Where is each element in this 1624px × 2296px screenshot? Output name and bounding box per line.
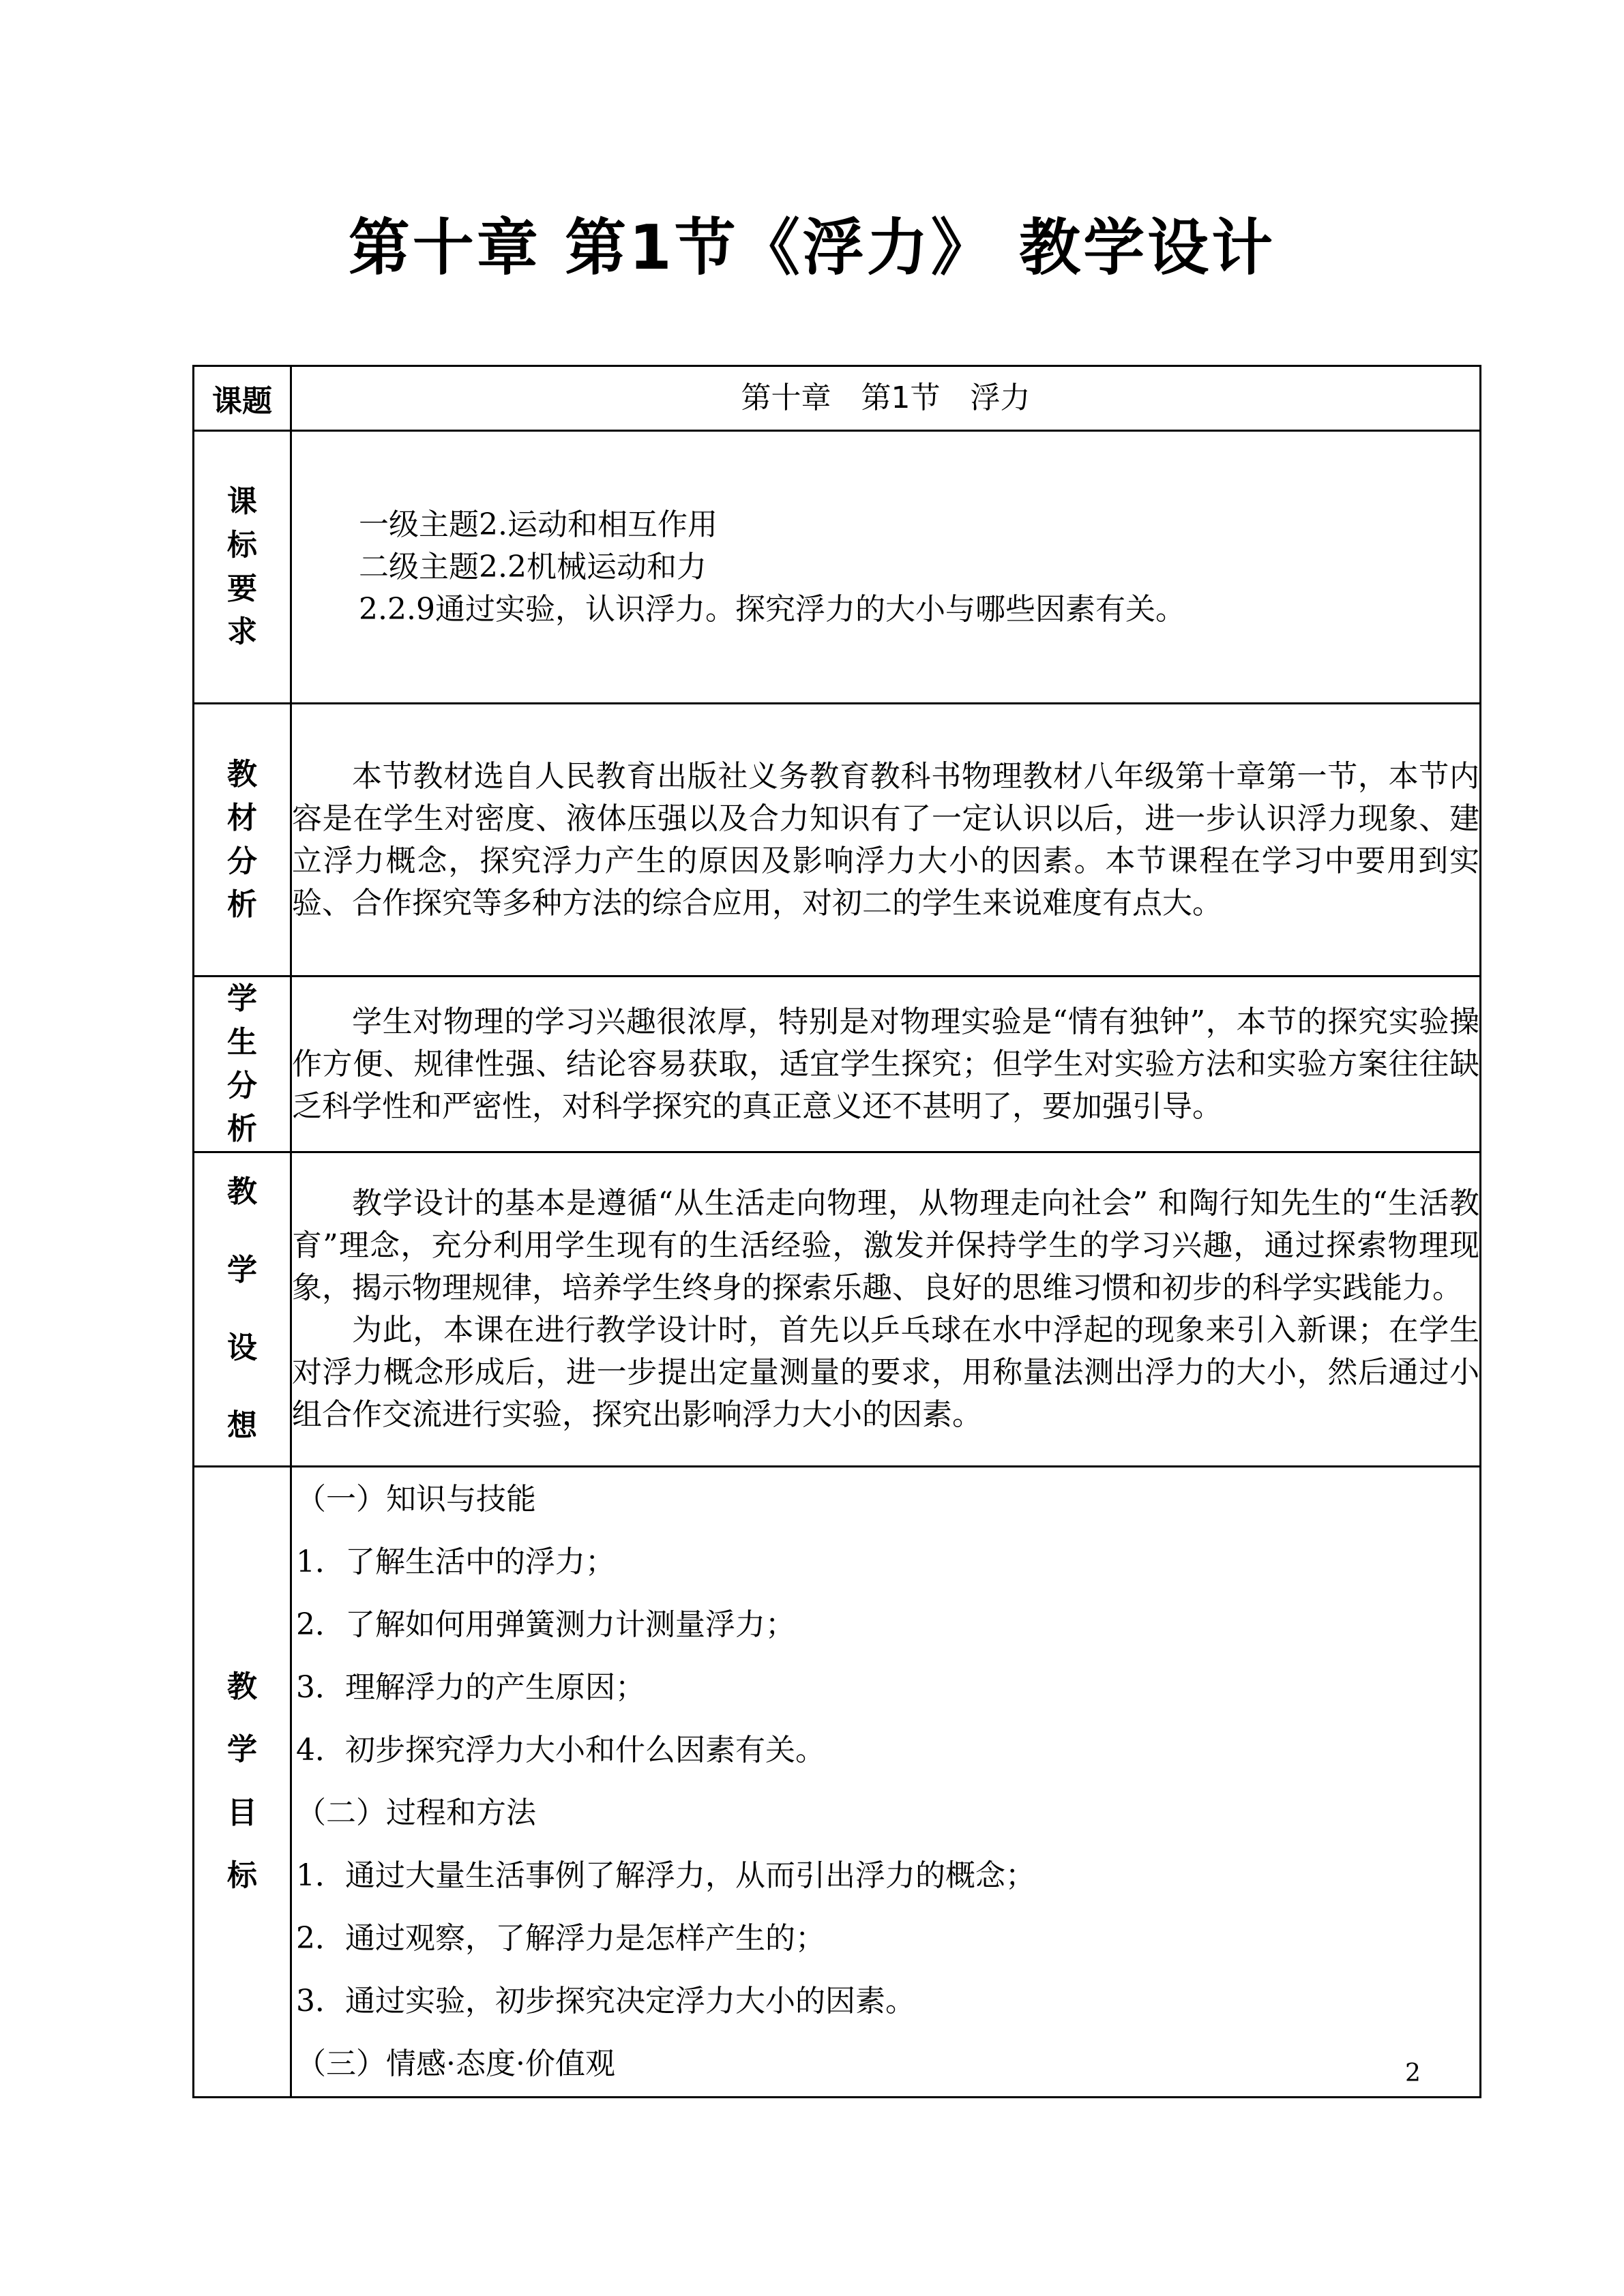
- design-idea-paragraph: 为此，本课在进行教学设计时，首先以乒乓球在水中浮起的现象来引入新课；在学生对浮力概念形成后，进一步提出定量测量的要求，用称量法测出浮力的大小，然后通过小组合作交流进行实验，探究出影响浮力大小的因素。: [292, 1312, 1479, 1432]
- standards-line: 二级主题2.2机械运动和力: [359, 549, 707, 584]
- topic-value: 第十章 第1节 浮力: [291, 366, 1481, 431]
- material-analysis-row: [194, 704, 1481, 976]
- goal-item: 2．了解如何用弹簧测力计测量浮力；: [296, 1607, 795, 1642]
- standards-line: 2.2.9通过实验，认识浮力。探究浮力的大小与哪些因素有关。: [359, 591, 1185, 627]
- design-idea-content: [291, 1152, 1481, 1467]
- lesson-plan-table: [192, 365, 1481, 2098]
- goal-item: 2．通过观察，了解浮力是怎样产生的；: [296, 1920, 825, 1956]
- design-idea-row: [194, 1152, 1481, 1467]
- design-idea-paragraph: 教学设计的基本是遵循“从生活走向物理，从物理走向社会” 和陶行知先生的“生活教育”理念，充分利用学生现有的生活经验，激发并保持学生的学习兴趣，通过探索物理现象，揭示物理规律，培养学生终身的探索乐趣、良好的思维习惯和初步的科学实践能力。: [292, 1185, 1479, 1305]
- student-analysis-row: [194, 976, 1481, 1152]
- design-idea-label: 教 学 设 想: [194, 1152, 291, 1467]
- goal-item: 4．初步探究浮力大小和什么因素有关。: [296, 1732, 825, 1768]
- goal-item: 1．了解生活中的浮力；: [296, 1544, 615, 1579]
- goal-item: 1．通过大量生活事例了解浮力，从而引出浮力的概念；: [296, 1858, 1035, 1893]
- student-analysis-label: 学 生 分 析: [194, 976, 291, 1152]
- student-analysis-content: [291, 976, 1481, 1152]
- teaching-goals-label: 教 学 目 标: [194, 1466, 291, 2097]
- teaching-goals-row: [194, 1466, 1481, 2097]
- material-analysis-content: [291, 704, 1481, 976]
- standards-row: [194, 431, 1481, 704]
- material-analysis-text: 本节教材选自人民教育出版社义务教育教科书物理教材八年级第十章第一节，本节内容是在学生对密度、液体压强以及合力知识有了一定认识以后，进一步认识浮力现象、建立浮力概念，探究浮力产生的原因及影响浮力大小的因素。本节课程在学习中要用到实验、合作探究等多种方法的综合应用，对初二的学生来说难度有点大。: [292, 758, 1479, 921]
- goal-item: 3．理解浮力的产生原因；: [296, 1669, 645, 1705]
- material-analysis-label: 教 材 分 析: [194, 704, 291, 976]
- topic-label: 课题: [194, 366, 291, 431]
- standards-label: 课 标 要 求: [194, 431, 291, 704]
- teaching-goals-content: [291, 1466, 1481, 2097]
- goal-heading: （二）过程和方法: [296, 1795, 536, 1830]
- goal-item: 3．通过实验，初步探究决定浮力大小的因素。: [296, 1983, 915, 2018]
- document-title: 第十章 第1节《浮力》 教学设计: [348, 212, 1276, 284]
- student-analysis-text: 学生对物理的学习兴趣很浓厚，特别是对物理实验是“情有独钟”，本节的探究实验操作方便、规律性强、结论容易获取，适宜学生探究；但学生对实验方法和实验方案往往缺乏科学性和严密性，对科学探究的真正意义还不甚明了，要加强引导。: [292, 1004, 1479, 1124]
- page-number: 2: [1405, 2059, 1421, 2087]
- goal-heading: （一）知识与技能: [296, 1481, 536, 1517]
- goal-heading: （三）情感·态度·价值观: [296, 2046, 615, 2081]
- standards-content: [291, 431, 1481, 704]
- topic-row: [194, 366, 1481, 431]
- standards-line: 一级主题2.运动和相互作用: [359, 507, 718, 542]
